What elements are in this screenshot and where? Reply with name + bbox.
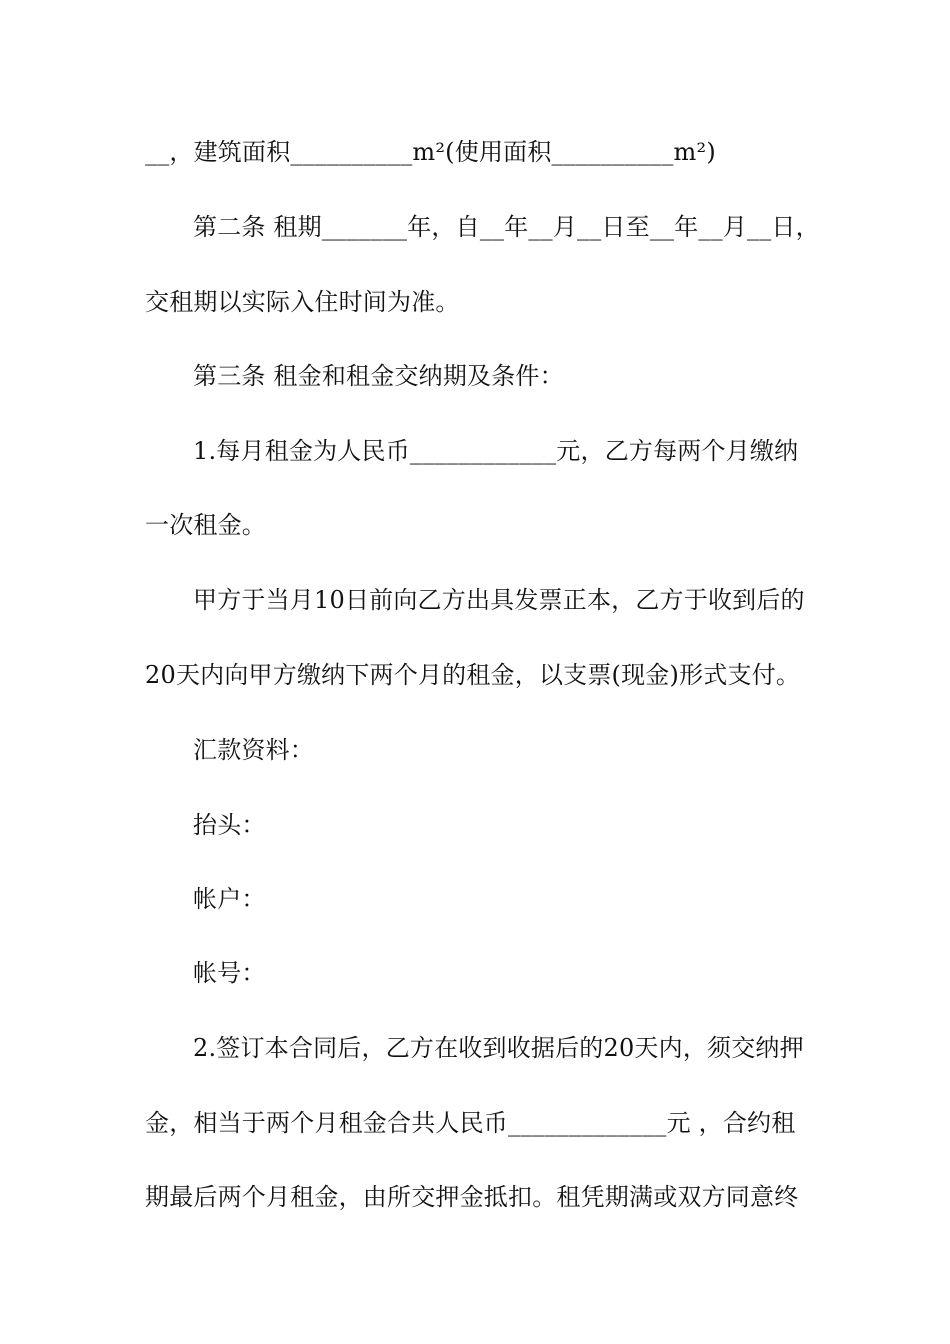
text-line-account: 帐户： [193, 885, 266, 913]
text-line-remittance-info: 汇款资料： [193, 736, 314, 764]
text-line-rent-start: 交租期以实际入住时间为准。 [145, 288, 460, 316]
text-line-monthly-rent: 1.每月租金为人民币____________元，乙方每两个月缴纳 [193, 437, 799, 465]
text-line-deposit-amount: 金，相当于两个月租金合共人民币_____________元 ，合约租 [145, 1109, 796, 1137]
text-line-invoice: 甲方于当月10日前向乙方出具发票正本，乙方于收到后的 [193, 586, 805, 614]
text-line-account-number: 帐号： [193, 959, 266, 987]
text-line-deposit-deduction: 期最后两个月租金，由所交押金抵扣。租凭期满或双方同意终 [145, 1183, 799, 1211]
text-line-rent-once: 一次租金。 [145, 511, 266, 539]
text-line-article-two: 第二条 租期_______年，自__年__月__日至__年__月__日， [193, 213, 820, 241]
text-line-floor-area: __，建筑面积__________m²(使用面积__________m²) [145, 138, 716, 166]
text-line-payee: 抬头： [193, 811, 266, 839]
text-line-payment-method: 20天内向甲方缴纳下两个月的租金，以支票(现金)形式支付。 [145, 661, 801, 689]
text-line-article-three: 第三条 租金和租金交纳期及条件： [193, 362, 564, 390]
text-line-deposit: 2.签订本合同后，乙方在收到收据后的20天内，须交纳押 [193, 1034, 804, 1062]
